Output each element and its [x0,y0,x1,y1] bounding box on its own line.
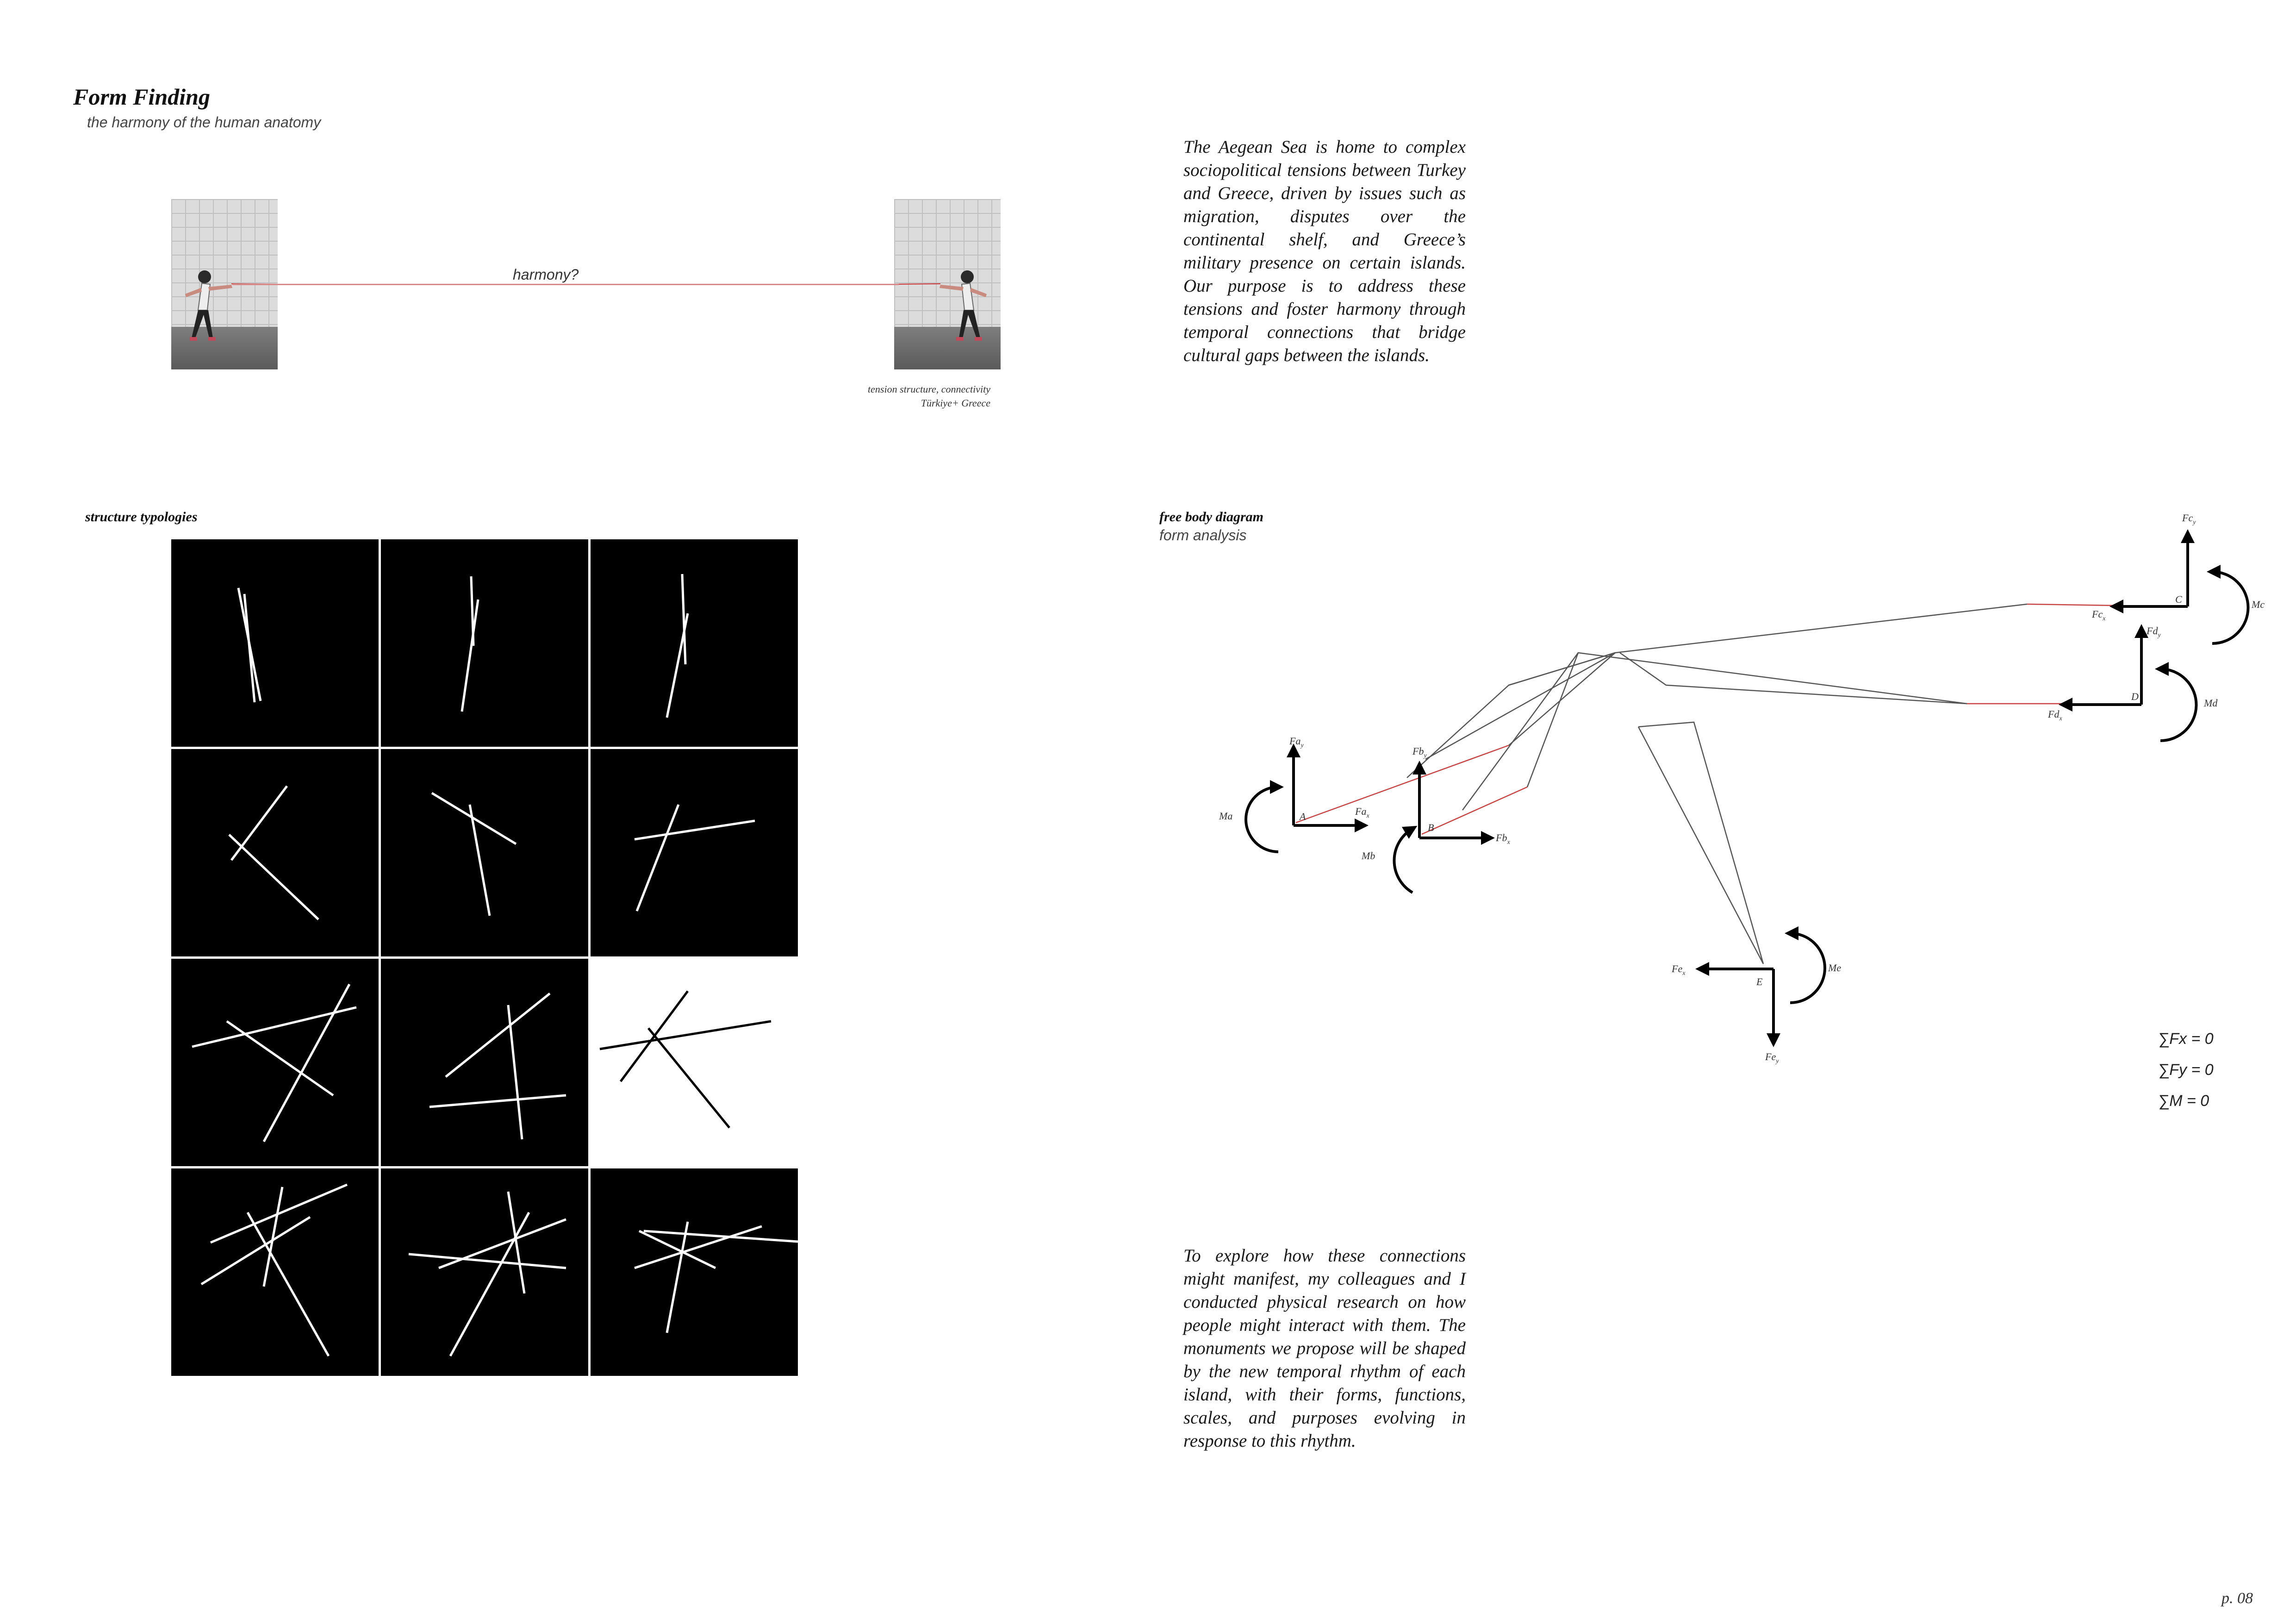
typology-cell [381,539,588,747]
typology-cell [591,749,798,956]
typology-cell [591,539,798,747]
free-body-diagram [1148,500,2265,1093]
node-d-label: D [2131,691,2139,702]
typology-cell [381,1168,588,1376]
equation-sum-fy: ∑Fy = 0 [2158,1061,2214,1079]
node-c-label: C [2175,593,2182,605]
typology-cell [591,959,798,1166]
structure-typologies-label: structure typologies [85,509,198,525]
typology-cell [171,959,379,1166]
figure-photo-right [894,199,1001,369]
page-subtitle: the harmony of the human anatomy [87,114,321,131]
force-fby-label: $Fb_y$ [1412,745,1427,759]
support-b [1394,766,1489,893]
moment-mb-label: Mb [1362,850,1375,862]
support-e [1701,933,1825,1042]
moment-md-label: Md [2204,697,2218,709]
harmony-label: harmony? [513,266,579,283]
typology-cell [171,1168,379,1376]
force-fcy-label: $Fc_y$ [2182,512,2196,526]
node-b-label: B [1428,822,1434,833]
equation-sum-fx: ∑Fx = 0 [2158,1030,2214,1048]
structure-typologies-grid [171,539,798,1377]
page-title: Form Finding [73,84,210,110]
tension-caption [768,382,990,410]
force-fay-label: $Fa_y$ [1289,735,1304,749]
typology-cell [171,749,379,956]
force-fex-label: $Fe_x$ [1672,963,1686,977]
moment-ma-label: Ma [1219,810,1233,822]
force-fdy-label: $Fd_y$ [2147,625,2161,639]
node-e-label: E [1756,976,1763,987]
free-body-diagram-sublabel: form analysis [1159,527,1247,543]
equation-sum-m: ∑M = 0 [2158,1092,2209,1110]
moment-mc-label: Mc [2252,599,2265,610]
typology-cell [381,959,588,1166]
typology-cell [171,539,379,747]
typology-cell [591,1168,798,1376]
free-body-diagram-label: free body diagram [1159,509,1263,525]
force-fey-label: $Fe_y$ [1765,1051,1779,1065]
support-d [2064,630,2196,741]
harmony-tension-line [232,284,899,285]
caption-line-1: tension structure, connectivity [868,383,990,395]
support-c [2115,535,2248,643]
force-fbx-label: $Fb_x$ [1496,832,1510,846]
force-fcx-label: $Fc_x$ [2092,608,2106,622]
research-paragraph: To explore how these connections might manifest, my colleagues and I conducted physical research on how people might interact with them. The monuments we propose will be shaped by the new temporal rhythm of each island, with their forms, functions, scales, and purposes evolving in response to this rhythm. [1183,1246,1466,1451]
node-a-label: A [1300,811,1306,822]
intro-paragraph: The Aegean Sea is home to complex sociopolitical tensions between Turkey and Greece, driven by issues such as migration, disputes over the continental shelf, and Greece’s military presence on certain islands. Our purpose is to address these tensions and foster harmony through temporal connections that bridge cultural gaps between the islands. [1183,137,1466,365]
force-fdx-label: $Fd_x$ [2048,708,2062,722]
structure-members [1407,604,2027,964]
support-a [1246,749,1363,852]
force-fax-label: $Fa_x$ [1355,806,1369,819]
caption-line-2: Türkiye+ Greece [921,397,990,409]
page-number: p. 08 [2221,1590,2253,1607]
typology-cell [381,749,588,956]
moment-me-label: Me [1828,962,1842,974]
